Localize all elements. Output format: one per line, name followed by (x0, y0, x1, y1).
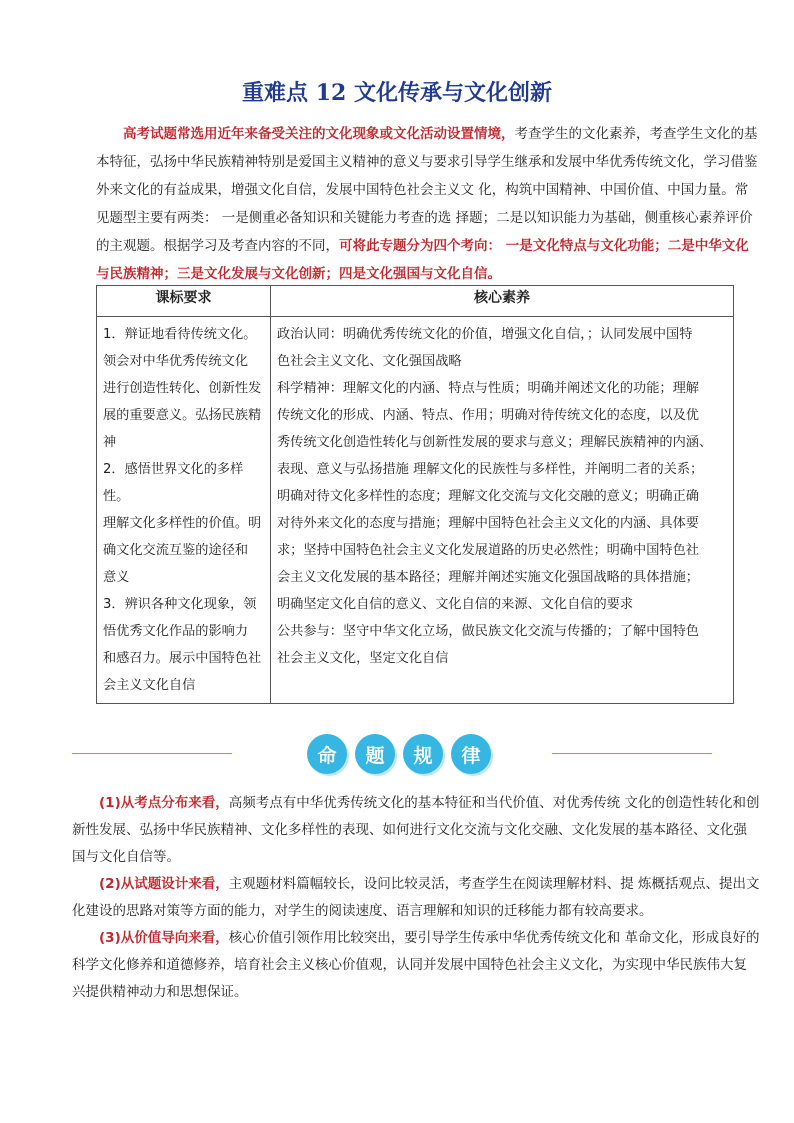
requirement-line: 1．辩证地看待传统文化。 (103, 327, 257, 342)
requirement-line: 意义 (103, 570, 130, 585)
header-requirements: 课标要求 (97, 286, 271, 317)
literacy-line: 明确对待文化多样性的态度；理解文化交流与文化交融的意义；明确正确 (277, 489, 699, 504)
rule-lead: (1)从考点分布来看， (99, 795, 229, 811)
intro-red-lead: 高考试题常选用近年来备受关注的文化现象或文化活动设置情境， (123, 126, 515, 142)
banner-char-badge: 命 (307, 734, 347, 774)
rule-lead: (2)从试题设计来看， (99, 876, 229, 892)
requirement-line: 进行创造性转化、创新性发 (103, 381, 262, 396)
literacy-line: 科学精神：理解文化的内涵、特点与性质；明确并阐述文化的功能；理解 (277, 381, 699, 396)
rule-paragraph (72, 925, 760, 1006)
literacy-line: 传统文化的形成、内涵、特点、作用；明确对待传统文化的态度，以及优 (277, 408, 699, 423)
requirement-line: 展的重要意义。弘扬民族精 (103, 408, 262, 423)
literacy-line: 会主义文化发展的基本路径；理解并阐述实施文化强国战略的具体措施； (277, 570, 699, 585)
literacy-line: 色社会主义文化、文化强国战略 (277, 354, 462, 369)
literacy-line: 对待外来文化的态度与措施；理解中国特色社会主义文化的内涵、具体要 (277, 516, 699, 531)
literacy-line: 社会主义文化，坚定文化自信 (277, 651, 449, 666)
section-banner (0, 728, 794, 778)
requirement-line: 会主义文化自信 (103, 678, 196, 693)
requirement-line: 神 (103, 435, 117, 450)
curriculum-table (96, 285, 734, 704)
requirements-cell (97, 317, 271, 704)
page-title: 重难点 12 文化传承与文化创新 (242, 80, 552, 106)
literacy-line: 公共参与：坚守中华文化立场，做民族文化交流与传播的；了解中国特色 (277, 624, 699, 639)
rule-text: 核心价值引领作用比较突出，要引导学生传承中华优秀传统文化和 革命文化，形成良好的科学文化修养和道德修养，培育社会主义核心价值观，认同并发展中国特色社会主义文化，为实现中华民族伟大复兴提供精神动力和思想保证。 (72, 930, 760, 1000)
requirement-line: 领会对中华优秀传统文化 (103, 354, 249, 369)
literacy-line: 政治认同：明确优秀传统文化的价值，增强文化自信，；认同发展中国特 (277, 327, 693, 342)
header-literacy: 核心素养 (271, 286, 734, 317)
requirement-line: 理解文化多样性的价值。明 (103, 516, 262, 531)
exam-rules-section (72, 790, 760, 1006)
requirement-line: 和感召力。展示中国特色社 (103, 651, 262, 666)
requirement-line: 悟优秀文化作品的影响力 (103, 624, 249, 639)
rule-paragraph (72, 790, 760, 871)
rule-text: 主观题材料篇幅较长，设问比较灵活，考查学生在阅读理解材料、提 炼概括观点、提出文化建设的思路对策等方面的能力，对学生的阅读速度、语言理解和知识的迁移能力都有较高要求。 (72, 876, 760, 919)
requirement-line: 3．辨识各种文化现象，领 (103, 597, 257, 612)
banner-badges (307, 734, 491, 774)
rule-paragraph (72, 871, 760, 925)
table-row (97, 317, 734, 704)
literacy-line: 秀传统文化创造性转化与创新性发展的要求与意义；理解民族精神的内涵、 (277, 435, 713, 450)
literacy-line: 表现、意义与弘扬措施 理解文化的民族性与多样性，并阐明二者的关系； (277, 462, 704, 477)
requirement-line: 2．感悟世界文化的多样性。 (103, 462, 244, 504)
literacy-line: 明确坚定文化自信的意义、文化自信的来源、文化自信的要求 (277, 597, 634, 612)
requirement-line: 确文化交流互鉴的途径和 (103, 543, 249, 558)
banner-char-badge: 律 (451, 734, 491, 774)
literacy-line: 求；坚持中国特色社会主义文化发展道路的历史必然性；明确中国特色社 (277, 543, 699, 558)
banner-char-badge: 规 (403, 734, 443, 774)
intro-body: 考查学生的文化素养，考查学生文化的基本特征，弘扬中华民族精神特别是爱国主义精神的意义与要求引导学生继承和发展中华优秀传统文化，学习借鉴外来文化的有益成果，增强文化自信，发展中国特色社会主义文 化，构筑中国精神、中国价值、中国力量。常见题型主要有两类： 一是侧重必备知识和关键能力考查的选 择题；二是以知识能力为基础，侧重核心素养评价的主观题。根据学习及考查内容的不同， (96, 126, 758, 254)
table-header-row (97, 286, 734, 317)
literacy-cell (271, 317, 734, 704)
intro-paragraph (96, 120, 760, 288)
rule-lead: (3)从价值导向来看， (99, 930, 229, 946)
banner-char-badge: 题 (355, 734, 395, 774)
banner-divider-left (72, 753, 232, 754)
intro-red-tail: 可将此专题分为四个考向： 一是文化特点与文化功能；二是中华文化与民族精神；三是文化发展与文化创新；四是文化强国与文化自信。 (96, 238, 749, 282)
banner-divider-right (552, 753, 712, 754)
rule-text: 高频考点有中华优秀传统文化的基本特征和当代价值、对优秀传统 文化的创造性转化和创新性发展、弘扬中华民族精神、文化多样性的表现、如何进行文化交流与文化交融、文化发展的基本路径、文化强国与文化自信等。 (72, 795, 760, 865)
